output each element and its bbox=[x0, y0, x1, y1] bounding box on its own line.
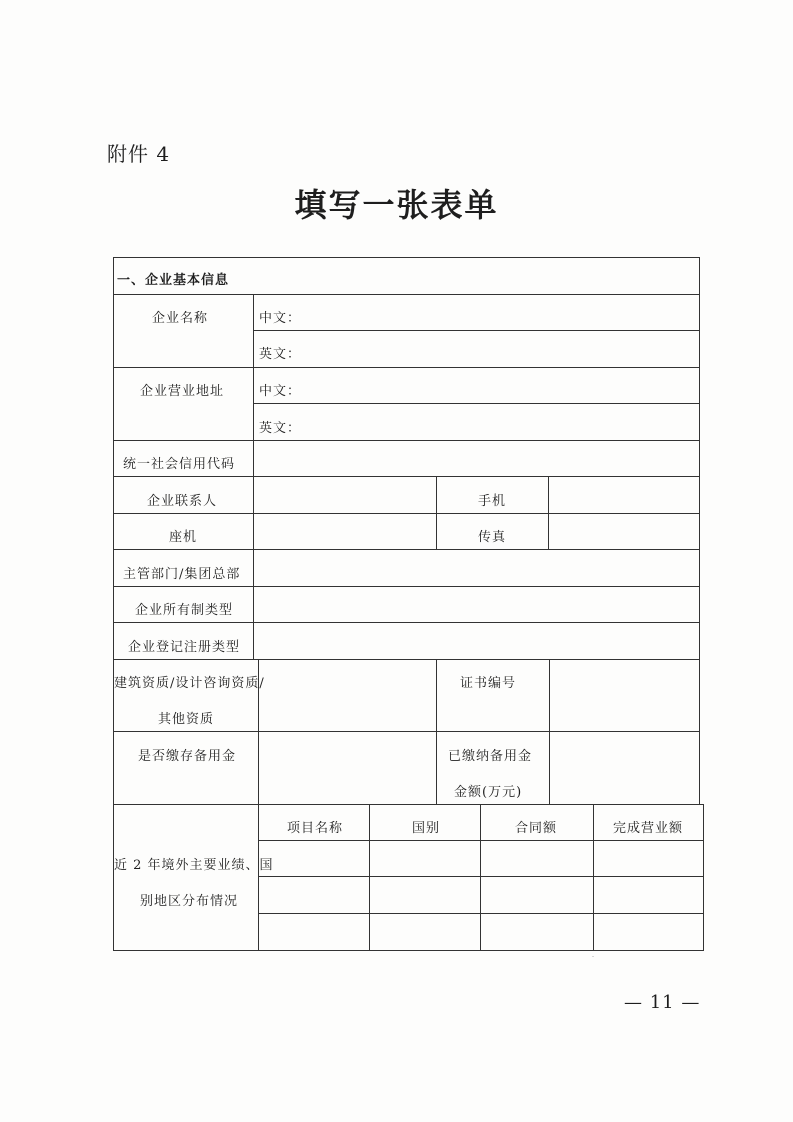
certificate-no-field[interactable] bbox=[550, 660, 699, 731]
mobile-label: 手机 bbox=[478, 494, 507, 509]
overseas-entry-rows[interactable] bbox=[259, 841, 703, 949]
qualification-label: 建筑资质/设计咨询资质/ bbox=[114, 676, 265, 691]
authority-label: 主管部门/集团总部 bbox=[123, 567, 241, 582]
header-contract-amount: 合同额 bbox=[515, 821, 558, 836]
qualification-field[interactable] bbox=[259, 660, 436, 731]
table-border-left bbox=[113, 257, 114, 950]
contact-person-label: 企业联系人 bbox=[147, 494, 218, 509]
overseas-performance-label: 近 2 年境外主要业绩、国 bbox=[114, 858, 274, 873]
company-name-en-field[interactable]: 英文： bbox=[259, 347, 302, 362]
fax-label: 传真 bbox=[478, 530, 507, 545]
header-completed-revenue: 完成营业额 bbox=[613, 821, 684, 836]
company-name-zh-field[interactable]: 中文： bbox=[259, 311, 302, 326]
table-rule bbox=[113, 804, 704, 805]
table-rule bbox=[113, 367, 700, 368]
mobile-field[interactable] bbox=[549, 477, 699, 513]
landline-label: 座机 bbox=[169, 530, 198, 545]
ownership-type-label: 企业所有制类型 bbox=[135, 603, 234, 618]
registration-type-label: 企业登记注册类型 bbox=[128, 640, 241, 655]
header-project-name: 项目名称 bbox=[287, 821, 344, 836]
table-rule bbox=[253, 330, 700, 331]
contact-person-field[interactable] bbox=[254, 477, 436, 513]
reserve-amount-label: 已缴纳备用金 bbox=[448, 749, 533, 764]
reserve-fund-field[interactable] bbox=[259, 732, 436, 804]
authority-field[interactable] bbox=[254, 550, 699, 586]
company-name-label: 企业名称 bbox=[152, 311, 209, 326]
registration-type-field[interactable] bbox=[254, 623, 699, 659]
table-border-right bbox=[703, 804, 704, 950]
table-border-right bbox=[699, 257, 700, 804]
business-address-label: 企业营业地址 bbox=[140, 384, 225, 399]
reserve-fund-label: 是否缴存备用金 bbox=[138, 749, 237, 764]
table-rule bbox=[253, 403, 700, 404]
certificate-no-label: 证书编号 bbox=[460, 676, 517, 691]
business-address-en-field[interactable]: 英文： bbox=[259, 421, 302, 436]
fax-field[interactable] bbox=[549, 514, 699, 549]
reserve-amount-label-line2: 金额(万元) bbox=[454, 785, 523, 800]
attachment-label: 附件 4 bbox=[107, 142, 171, 166]
ownership-type-field[interactable] bbox=[254, 587, 699, 622]
reserve-amount-field[interactable] bbox=[550, 732, 699, 804]
landline-field[interactable] bbox=[254, 514, 436, 549]
table-border-top bbox=[113, 257, 700, 258]
table-border-bottom bbox=[113, 950, 704, 951]
form-title: 填写一张表单 bbox=[294, 186, 499, 224]
page-number: — 11 — bbox=[624, 992, 701, 1013]
section-title: 一、企业基本信息 bbox=[117, 273, 230, 288]
credit-code-field[interactable] bbox=[254, 441, 699, 476]
credit-code-label: 统一社会信用代码 bbox=[123, 457, 236, 472]
table-rule bbox=[113, 294, 700, 295]
table-rule bbox=[436, 476, 437, 549]
table-rule bbox=[436, 659, 437, 804]
header-country: 国别 bbox=[412, 821, 441, 836]
business-address-zh-field[interactable]: 中文： bbox=[259, 384, 302, 399]
qualification-label-line2: 其他资质 bbox=[158, 712, 215, 727]
overseas-performance-label-line2: 别地区分布情况 bbox=[140, 894, 239, 909]
scan-speck: - bbox=[592, 953, 595, 960]
